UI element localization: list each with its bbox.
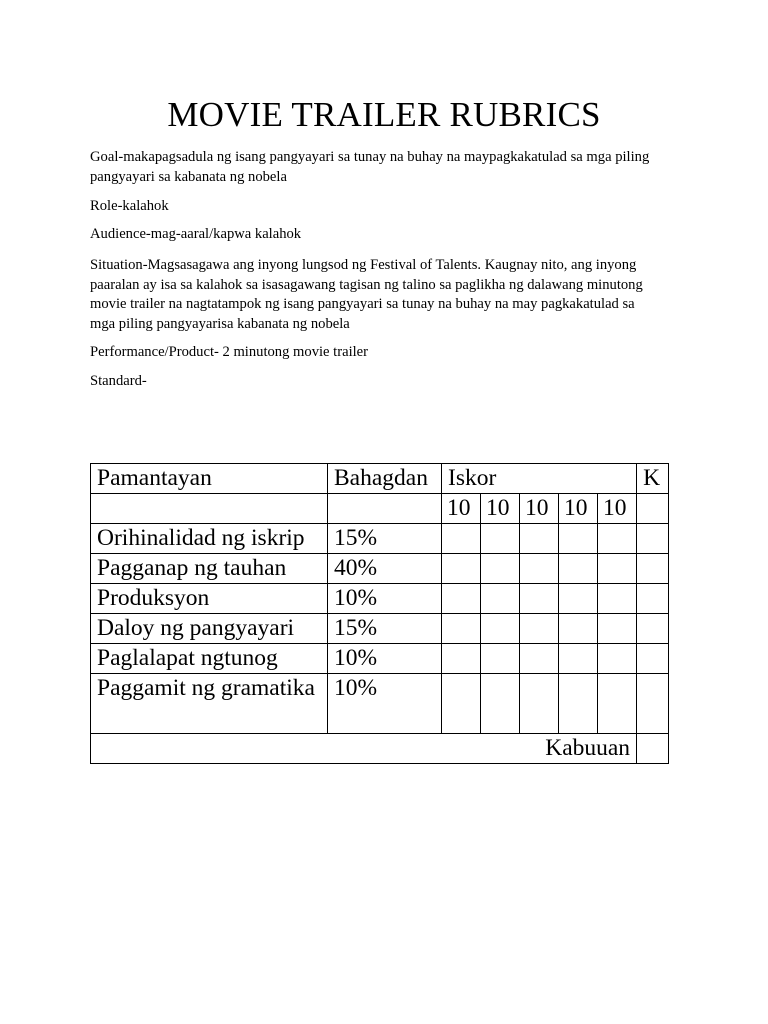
total-row	[91, 734, 669, 764]
score-cell	[520, 674, 559, 734]
table-row	[91, 614, 669, 644]
percentage-cell: 10%	[328, 674, 442, 734]
score-cell	[520, 554, 559, 584]
header-score: Iskor	[442, 464, 637, 494]
score-cell	[481, 584, 520, 614]
table-row	[91, 644, 669, 674]
score-cell	[559, 644, 598, 674]
score-cell	[442, 614, 481, 644]
rubric-table	[90, 463, 669, 764]
k-cell	[637, 584, 669, 614]
empty-cell	[91, 494, 328, 524]
score-column-label: 10	[559, 494, 598, 524]
percentage-cell: 15%	[328, 614, 442, 644]
score-cell	[598, 524, 637, 554]
score-cell	[559, 584, 598, 614]
criterion-cell: Paggamit ng gramatika	[91, 674, 328, 734]
situation-paragraph: Situation-Magsasagawa ang inyong lungsod ng Festival of Talents. Kaugnay nito, ang inyong paaralan ay isa sa kalahok sa isasagawang tagisan ng talino sa paglikha ng dalawang minutong movie trailer na nagtatampok ng isang pangyayari sa tunay na buhay na may pagkakatulad sa mga piling pangyayarisa kabanata ng nobela	[90, 257, 643, 332]
score-cell	[598, 584, 637, 614]
score-column-label: 10	[520, 494, 559, 524]
score-cell	[598, 614, 637, 644]
criterion-cell: Orihinalidad ng iskrip	[91, 524, 328, 554]
score-cell	[559, 674, 598, 734]
score-cell	[559, 554, 598, 584]
percentage-cell: 10%	[328, 644, 442, 674]
table-row	[91, 524, 669, 554]
audience-paragraph: Audience-mag-aaral/kapwa kalahok	[90, 226, 302, 242]
score-cell	[520, 644, 559, 674]
score-cell	[598, 674, 637, 734]
header-k: K	[637, 464, 669, 494]
score-cell	[481, 524, 520, 554]
goal-paragraph: Goal-makapagsadula ng isang pangyayari sa tunay na buhay na maypagkakatulad sa mga piling pangyayari sa kabanata ng nobela	[90, 149, 650, 185]
score-scale-row	[91, 494, 669, 524]
score-cell	[559, 524, 598, 554]
k-cell	[637, 524, 669, 554]
standard-paragraph: Standard-	[90, 373, 147, 389]
k-cell	[637, 614, 669, 644]
score-cell	[442, 674, 481, 734]
score-cell	[481, 644, 520, 674]
score-cell	[442, 554, 481, 584]
table-row	[91, 584, 669, 614]
score-column-label: 10	[481, 494, 520, 524]
document-title: MOVIE TRAILER RUBRICS	[167, 95, 601, 134]
score-cell	[520, 524, 559, 554]
score-cell	[481, 554, 520, 584]
score-cell	[559, 614, 598, 644]
criterion-cell: Produksyon	[91, 584, 328, 614]
k-cell	[637, 674, 669, 734]
header-percentage: Bahagdan	[328, 464, 442, 494]
score-cell	[598, 644, 637, 674]
table-header-row	[91, 464, 669, 494]
score-cell	[442, 644, 481, 674]
percentage-cell: 10%	[328, 584, 442, 614]
score-cell	[520, 584, 559, 614]
empty-cell	[328, 494, 442, 524]
score-cell	[520, 614, 559, 644]
criterion-cell: Daloy ng pangyayari	[91, 614, 328, 644]
score-cell	[481, 674, 520, 734]
score-column-label: 10	[598, 494, 637, 524]
score-cell	[442, 584, 481, 614]
empty-cell	[637, 494, 669, 524]
score-cell	[481, 614, 520, 644]
score-column-label: 10	[442, 494, 481, 524]
criterion-cell: Paglalapat ngtunog	[91, 644, 328, 674]
header-criteria: Pamantayan	[91, 464, 328, 494]
total-label: Kabuuan	[91, 734, 637, 764]
criterion-cell: Pagganap ng tauhan	[91, 554, 328, 584]
total-value-cell	[637, 734, 669, 764]
role-paragraph: Role-kalahok	[90, 198, 169, 214]
percentage-cell: 15%	[328, 524, 442, 554]
table-row	[91, 554, 669, 584]
percentage-cell: 40%	[328, 554, 442, 584]
table-row	[91, 674, 669, 734]
k-cell	[637, 554, 669, 584]
score-cell	[442, 524, 481, 554]
k-cell	[637, 644, 669, 674]
performance-paragraph: Performance/Product- 2 minutong movie trailer	[90, 344, 369, 360]
score-cell	[598, 554, 637, 584]
